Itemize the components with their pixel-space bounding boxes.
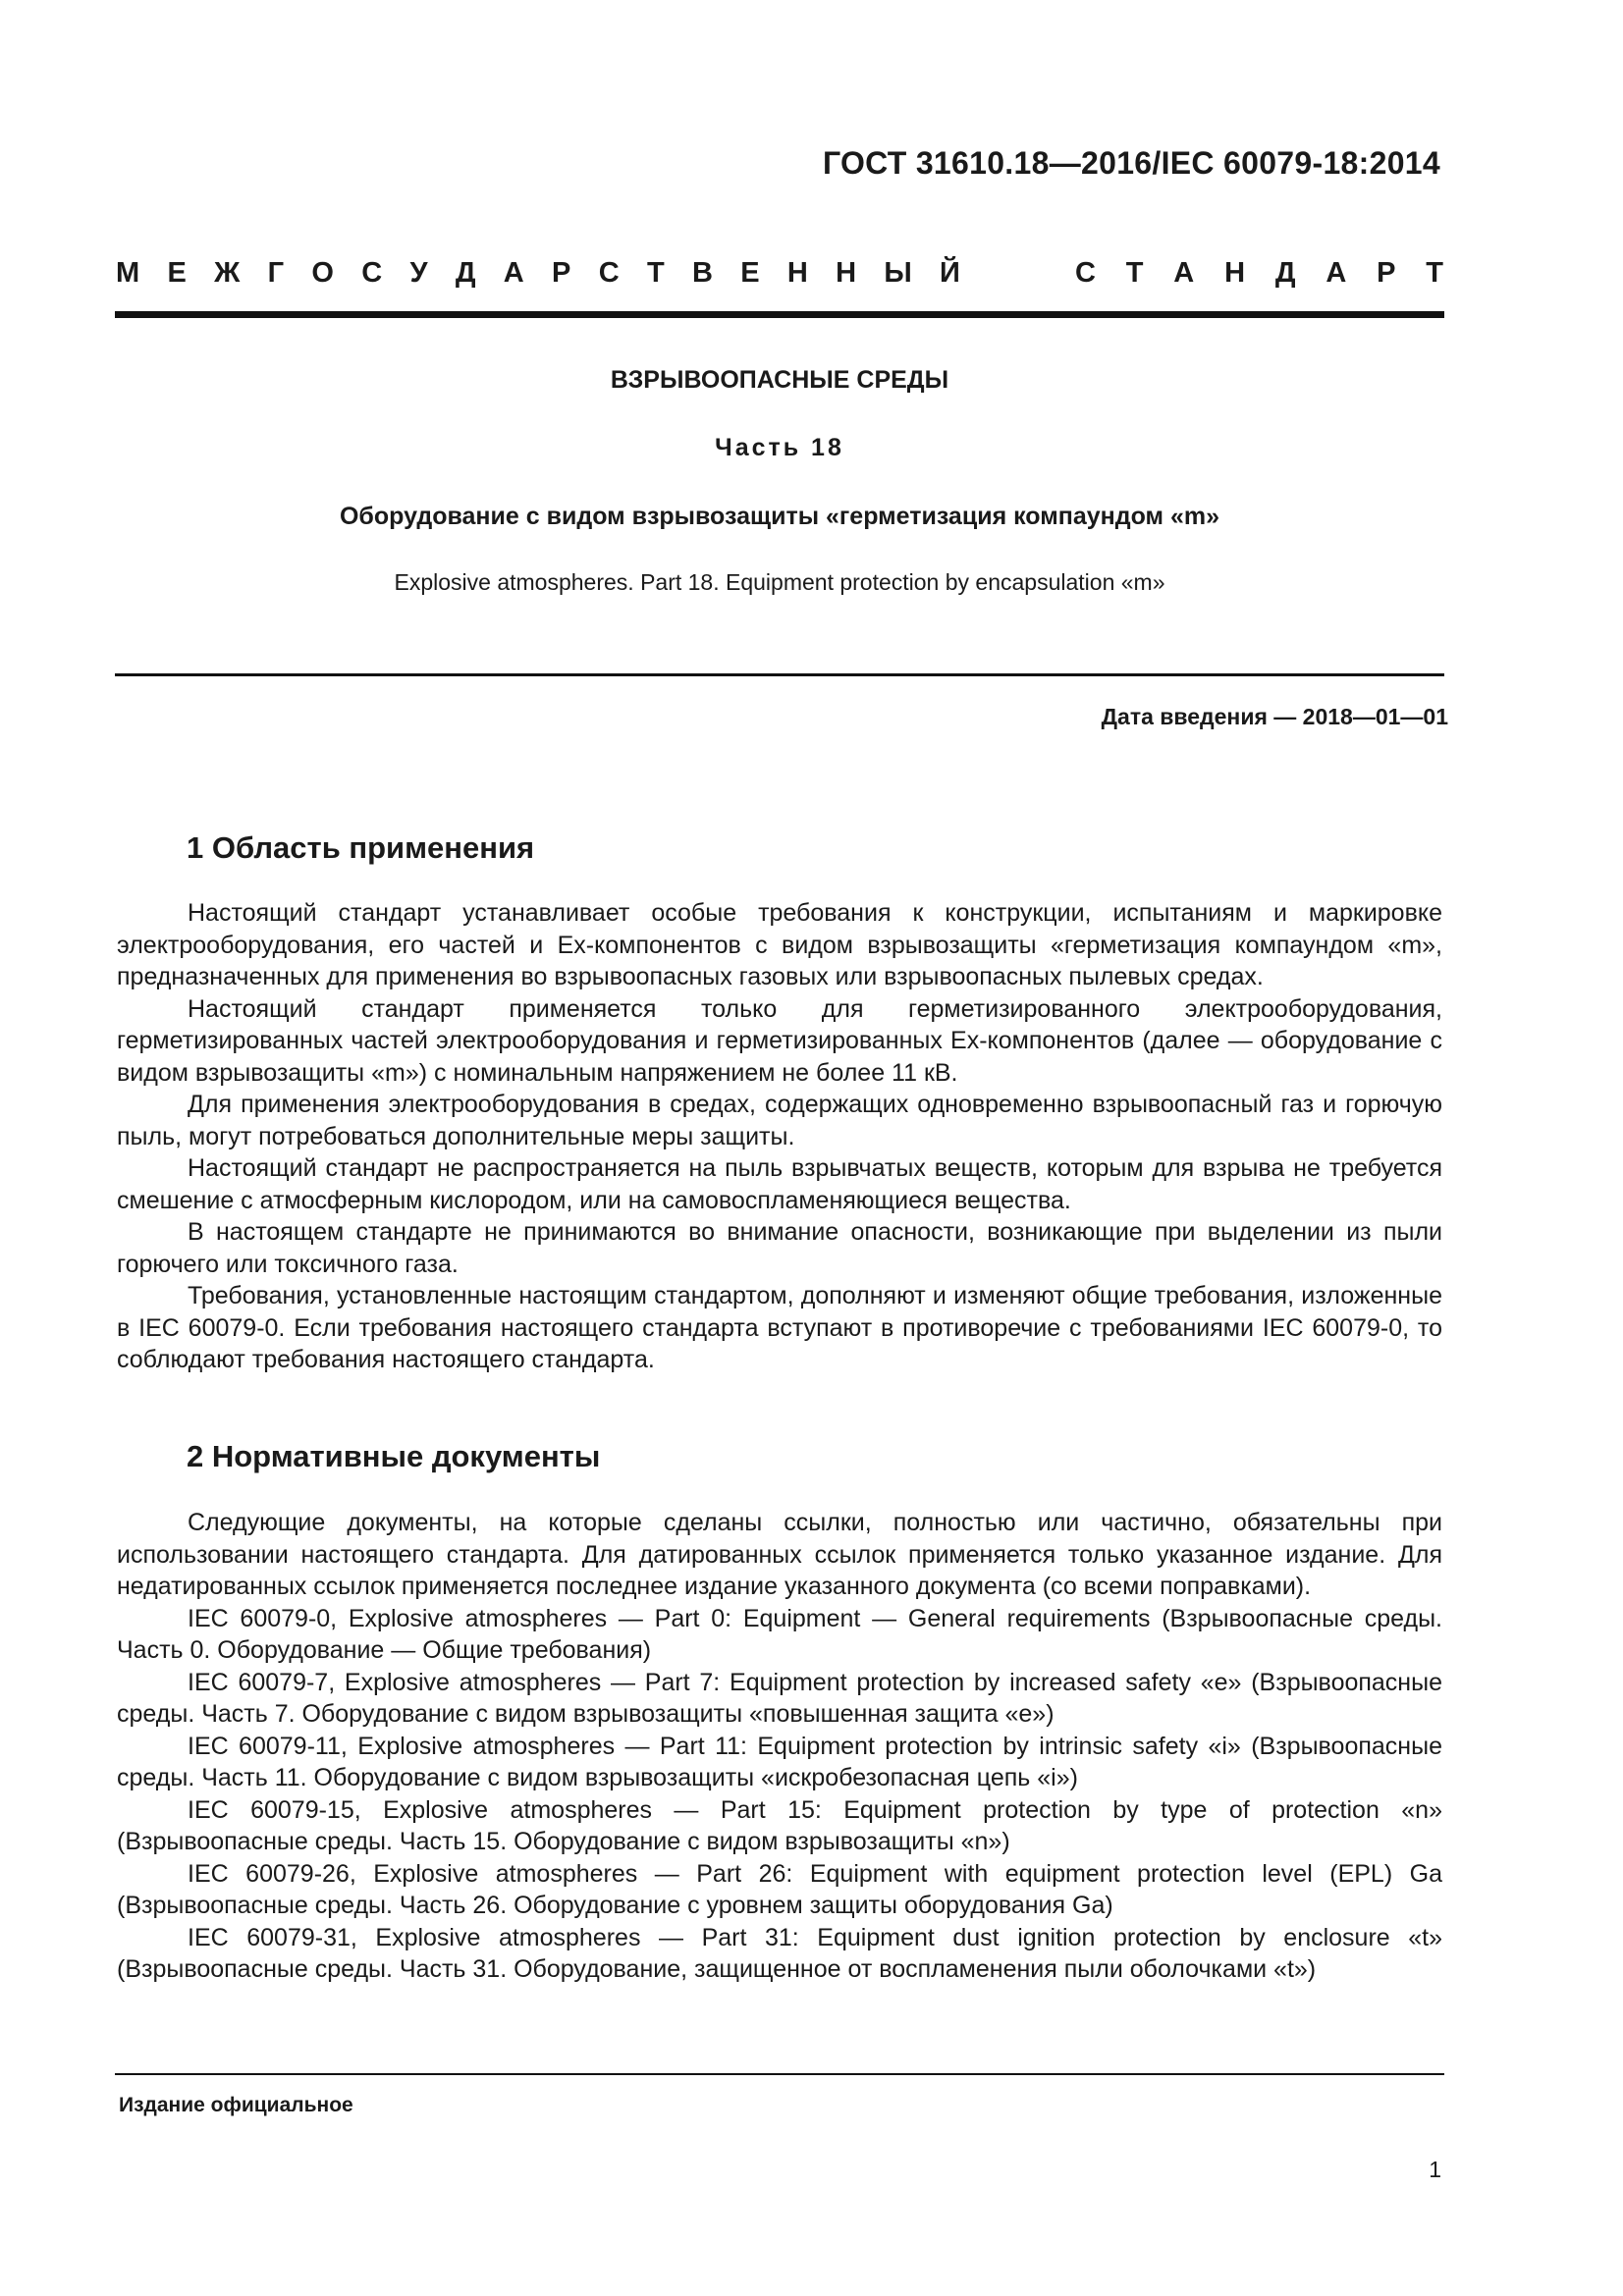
banner-letter: С bbox=[361, 257, 383, 289]
paragraph: Требования, установленные настоящим стандартом, дополняют и изменяют общие требования, изложенные в IEC 60079-0. Если требования настоящего стандарта вступают в противоречие с требованиями IEC 60079-0, то соблюдают требования настоящего стандарта. bbox=[117, 1282, 1442, 1373]
banner-letter: Д bbox=[1274, 257, 1296, 289]
interstate-word bbox=[116, 257, 960, 290]
banner-letter: М bbox=[116, 257, 140, 289]
banner-letter: Т bbox=[1426, 257, 1443, 289]
reference-item: IEC 60079-26, Explosive atmospheres — Part 26: Equipment with equipment protection level (EPL) Ga (Взрывоопасные среды. Часть 26. Оборудование с уровнем защиты оборудования Ga) bbox=[117, 1859, 1442, 1919]
banner-letter: Ж bbox=[214, 257, 241, 289]
document-code: ГОСТ 31610.18—2016/IEC 60079-18:2014 bbox=[822, 145, 1440, 181]
reference-item: IEC 60079-15, Explosive atmospheres — Part 15: Equipment protection by type of protection «n» (Взрывоопасные среды. Часть 15. Оборудование с видом взрывозащиты «n») bbox=[117, 1795, 1442, 1855]
footer-rule bbox=[115, 2073, 1444, 2075]
section-heading-normative-references: 2 Нормативные документы bbox=[187, 1439, 601, 1473]
section-references-body bbox=[117, 1507, 1442, 1986]
paragraph: Для применения электрооборудования в средах, содержащих одновременно взрывоопасный газ и горючую пыль, могут потребоваться дополнительные меры защиты. bbox=[117, 1091, 1442, 1150]
banner-letter: А bbox=[1173, 257, 1195, 289]
document-subtitle: Оборудование с видом взрывозащиты «герметизация компаундом «m» bbox=[339, 503, 1220, 530]
banner-letter: Н bbox=[1224, 257, 1246, 289]
reference-item: IEC 60079-0, Explosive atmospheres — Part 0: Equipment — General requirements (Взрывоопасные среды. Часть 0. Оборудование — Общие требования) bbox=[117, 1604, 1442, 1664]
banner-letter: С bbox=[598, 257, 620, 289]
official-edition-label: Издание официальное bbox=[119, 2094, 353, 2116]
paragraph: Настоящий стандарт устанавливает особые требования к конструкции, испытаниям и маркировке электрооборудования, его частей и Ex-компонентов с видом взрывозащиты «герметизация компаундом «m», предназначенных для применения во взрывоопасных газовых или взрывоопасных пылевых средах. bbox=[117, 899, 1442, 990]
banner-letter: А bbox=[1325, 257, 1347, 289]
section-heading-scope: 1 Область применения bbox=[187, 830, 535, 865]
section-scope-body bbox=[117, 897, 1442, 1376]
banner-letter: Е bbox=[167, 257, 187, 289]
introduction-date: Дата введения — 2018—01—01 bbox=[1101, 704, 1448, 729]
banner-letter: Е bbox=[740, 257, 760, 289]
reference-item: IEC 60079-31, Explosive atmospheres — Part 31: Equipment dust ignition protection by enclosure «t» (Взрывоопасные среды. Часть 31. Оборудование, защищенное от воспламенения пыли оболочками «t») bbox=[117, 1923, 1442, 1983]
banner-letter: Н bbox=[836, 257, 857, 289]
reference-item: IEC 60079-7, Explosive atmospheres — Part 7: Equipment protection by increased safety «e» (Взрывоопасные среды. Часть 7. Оборудование с видом взрывозащиты «повышенная защита «e») bbox=[117, 1668, 1442, 1728]
banner-letter: Н bbox=[786, 257, 808, 289]
paragraph: Настоящий стандарт применяется только для герметизированного электрооборудования, герметизированных частей электрооборудования и герметизированных Ex-компонентов (далее — оборудование с видом взрывозащиты «m») с номинальным напряжением не более 11 кВ. bbox=[117, 994, 1442, 1087]
banner-letter: У bbox=[409, 257, 428, 289]
english-title: Explosive atmospheres. Part 18. Equipment protection by encapsulation «m» bbox=[394, 569, 1165, 595]
banner-letter: Р bbox=[1377, 257, 1396, 289]
paragraph: Настоящий стандарт не распространяется на пыль взрывчатых веществ, которым для взрыва не требуется смешение с атмосферным кислородом, или на самовоспламеняющиеся вещества. bbox=[117, 1154, 1442, 1214]
banner-letter: Т bbox=[1125, 257, 1144, 289]
standard-word bbox=[1075, 257, 1443, 290]
title-rule bbox=[115, 673, 1444, 676]
banner-letter: Г bbox=[267, 257, 285, 289]
banner-letter: О bbox=[311, 257, 334, 289]
banner-letter: Р bbox=[552, 257, 571, 289]
banner-letter: А bbox=[503, 257, 524, 289]
document-part: Часть 18 bbox=[715, 434, 844, 461]
header-rule bbox=[115, 311, 1444, 318]
paragraph: В настоящем стандарте не принимаются во внимание опасности, возникающие при выделении из пыли горючего или токсичного газа. bbox=[117, 1218, 1442, 1278]
document-title: ВЗРЫВООПАСНЫЕ СРЕДЫ bbox=[610, 366, 949, 394]
banner-letter: Т bbox=[646, 257, 665, 289]
reference-item: IEC 60079-11, Explosive atmospheres — Part 11: Equipment protection by intrinsic safety «i» (Взрывоопасные среды. Часть 11. Оборудование с видом взрывозащиты «искробезопасная цепь «i») bbox=[117, 1732, 1442, 1791]
interstate-standard-banner bbox=[116, 257, 1443, 290]
banner-letter: Й bbox=[940, 257, 960, 289]
banner-letter: В bbox=[691, 257, 713, 289]
page-number: 1 bbox=[1429, 2157, 1441, 2182]
paragraph: Следующие документы, на которые сделаны ссылки, полностью или частично, обязательны при использовании настоящего стандарта. Для датированных ссылок применяется только указанное издание. Для недатированных ссылок применяется последнее издание указанного документа (со всеми поправками). bbox=[117, 1509, 1442, 1600]
banner-letter: Д bbox=[455, 257, 476, 289]
banner-letter: Ы bbox=[884, 257, 912, 289]
banner-letter: С bbox=[1075, 257, 1096, 289]
